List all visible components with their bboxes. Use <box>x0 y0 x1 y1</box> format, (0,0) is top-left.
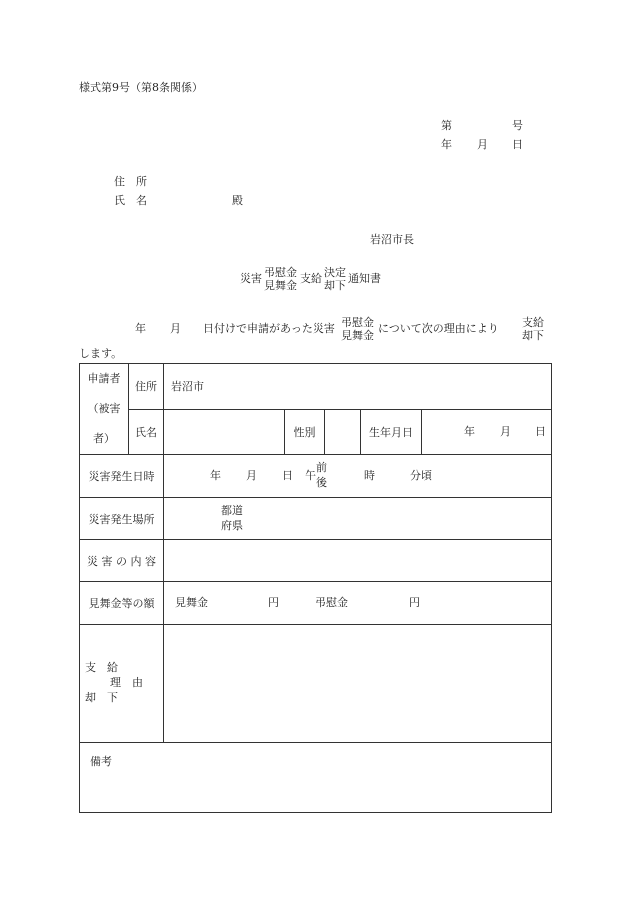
amount-field[interactable] <box>164 582 552 625</box>
body-option-stack <box>341 316 374 342</box>
body-ending: します。 <box>79 347 123 360</box>
title-decision-bottom: 却下 <box>324 279 346 292</box>
title-option-top: 弔慰金 <box>264 266 297 279</box>
doc-number-go: 号 <box>512 119 523 132</box>
row-remarks <box>80 743 552 813</box>
occ-after-label: 後 <box>316 476 327 489</box>
reason-riyu-label: 理 由 <box>110 675 143 689</box>
row-reason <box>80 625 552 743</box>
reason-kyakka-label: 却 下 <box>85 690 118 704</box>
reason-field[interactable] <box>164 625 552 743</box>
form-number-label: 様式第9号（第8条関係） <box>79 81 203 94</box>
addressee-address-label: 住 所 <box>114 175 147 188</box>
amount-yen2-label: 円 <box>409 596 420 609</box>
birth-month-label: 月 <box>500 424 511 438</box>
birthdate-label-cell: 生年月日 <box>361 409 422 455</box>
birthdate-field[interactable] <box>422 409 552 455</box>
title-decision-top: 決定 <box>324 266 346 279</box>
birth-year-label: 年 <box>464 424 475 438</box>
body-option-bottom: 見舞金 <box>341 329 374 342</box>
address-label-cell: 住所 <box>129 364 164 410</box>
row-applicant-name <box>80 409 552 455</box>
occ-day-label: 日 <box>282 469 293 482</box>
occ-before-label: 前 <box>316 461 327 474</box>
reason-shikyu-label: 支 給 <box>85 660 118 674</box>
body-segment1: 日付けで申請があった災害 <box>203 322 335 335</box>
title-decision-stack <box>324 266 346 292</box>
title-option-bottom: 見舞金 <box>264 279 297 292</box>
gender-label-cell: 性別 <box>285 409 325 455</box>
place-pref-top: 都道 <box>221 503 243 517</box>
place-pref-bottom: 府県 <box>221 518 243 532</box>
date-month: 月 <box>477 138 488 151</box>
amount-mimai-label: 見舞金 <box>175 596 208 609</box>
body-month: 月 <box>170 322 181 335</box>
row-amount <box>80 582 552 625</box>
occ-am-pm-prefix: 午 <box>305 469 316 482</box>
body-decision-top: 支給 <box>522 316 544 329</box>
title-option-stack <box>264 266 297 292</box>
gender-field[interactable] <box>325 409 361 455</box>
notice-form-table <box>79 363 552 813</box>
body-year: 年 <box>135 322 146 335</box>
applicant-label-cell <box>80 364 129 455</box>
date-day: 日 <box>512 138 523 151</box>
occurrence-field[interactable] <box>164 455 552 498</box>
row-content <box>80 540 552 582</box>
occ-minute-label: 分頃 <box>410 469 432 482</box>
place-label-cell: 災害発生場所 <box>80 498 164 540</box>
remarks-cell[interactable] <box>80 743 552 813</box>
title-suffix: 通知書 <box>348 272 381 285</box>
row-occurrence <box>80 455 552 498</box>
date-year: 年 <box>441 138 452 151</box>
body-option-top: 弔慰金 <box>341 316 374 329</box>
addressee-honorific: 殿 <box>232 194 243 207</box>
title-prefix: 災害 <box>240 272 262 285</box>
issuer-name: 岩沼市長 <box>370 233 414 246</box>
reason-label-cell <box>80 625 164 743</box>
amount-yen1-label: 円 <box>268 596 279 609</box>
name-label-cell: 氏名 <box>129 409 164 455</box>
body-segment2: について次の理由により <box>378 322 499 335</box>
title-middle: 支給 <box>300 272 322 285</box>
victim-label: （被害者） <box>87 402 121 445</box>
birth-day-label: 日 <box>535 424 546 438</box>
doc-number-dai: 第 <box>441 119 452 132</box>
occ-month-label: 月 <box>246 469 257 482</box>
occ-hour-label: 時 <box>364 469 375 482</box>
row-applicant-address <box>80 364 552 410</box>
row-place <box>80 498 552 540</box>
amount-choi-label: 弔慰金 <box>315 596 348 609</box>
place-field[interactable] <box>164 498 552 540</box>
occ-year-label: 年 <box>210 469 221 482</box>
amount-label-cell: 見舞金等の額 <box>80 582 164 625</box>
addressee-name-label: 氏 名 <box>114 194 147 207</box>
applicant-label: 申請者 <box>87 372 121 385</box>
address-value-field[interactable]: 岩沼市 <box>164 364 552 410</box>
content-field[interactable] <box>164 540 552 582</box>
body-decision-bottom: 却下 <box>522 329 544 342</box>
body-decision-stack <box>522 316 544 342</box>
occurrence-label-cell: 災害発生日時 <box>80 455 164 498</box>
name-field[interactable] <box>164 409 285 455</box>
content-label-cell: 災 害 の 内 容 <box>80 540 164 582</box>
remarks-label: 備考 <box>90 755 112 768</box>
